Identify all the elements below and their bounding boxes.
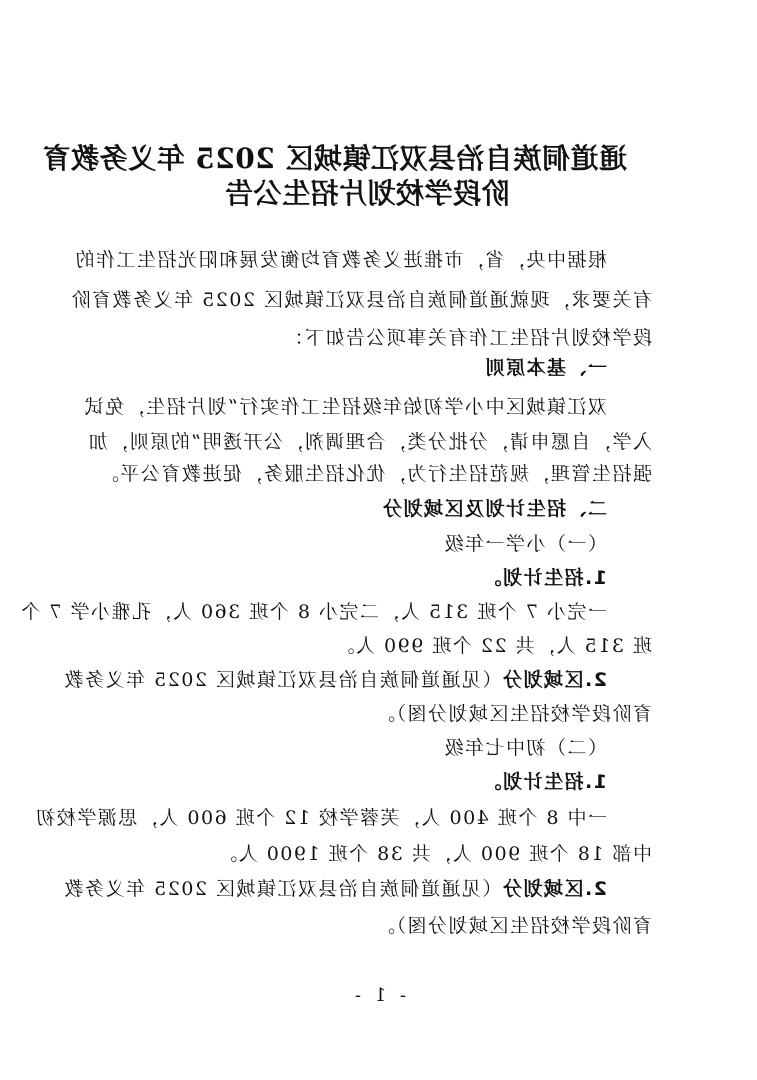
section-1-heading: 一、基本原则 bbox=[483, 357, 607, 379]
document-title-line-1: 通道侗族自治县双江镇城区 2025 年义务教育 bbox=[42, 142, 627, 175]
section-2-heading: 二、招生计划及区域划分 bbox=[381, 498, 607, 520]
middle-zone-line-1 bbox=[63, 877, 607, 901]
primary-zone-line-2: 育阶段学校招生区域划分图）。 bbox=[374, 703, 652, 725]
document-title-line-2: 阶段学校划片招生公告 bbox=[224, 177, 510, 210]
primary-zone-line-1 bbox=[63, 668, 607, 692]
intro-line-3: 段学校划片招生工作有关事项公告如下： bbox=[282, 327, 652, 349]
intro-line-2: 有关要求，现就通道侗族自治县双江镇城区 2025 年义务教育阶 bbox=[70, 289, 652, 311]
primary-heading: （一）小学一年级 bbox=[442, 533, 607, 555]
primary-plan-line-1: 一完小 7 个班 315 人，二完小 8 个班 360 人，孔雅小学 7 个 bbox=[19, 601, 607, 623]
middle-zone-heading: 2.区域划分 bbox=[501, 878, 607, 900]
primary-zone-text: （见通道侗族自治县双江镇城区 2025 年义务教 bbox=[63, 669, 502, 691]
section-1-line-3: 强招生管理，规范招生行为，优化招生服务，促进教育公平。 bbox=[98, 463, 652, 485]
intro-line-1: 根据中央，省，市推进义务教育均衡发展和阳光招生工作的 bbox=[73, 249, 607, 271]
middle-heading: （二）初中七年级 bbox=[442, 737, 607, 759]
middle-plan-heading: 1.招生计划。 bbox=[481, 771, 607, 793]
middle-plan-line-2: 中部 18 个班 900 人，共 38 个班 1900 人。 bbox=[216, 843, 652, 865]
primary-zone-heading: 2.区域划分 bbox=[501, 669, 607, 691]
section-1-line-1: 双江镇城区中小学初始年级招生工作实行“划片招生，免试 bbox=[83, 396, 607, 418]
section-1-line-2: 入学，自愿申请，分批分类，合理调剂，公开透明”的原则，加 bbox=[87, 431, 652, 453]
primary-plan-heading: 1.招生计划。 bbox=[481, 567, 607, 589]
middle-zone-line-2: 育阶段学校招生区域划分图）。 bbox=[374, 915, 652, 937]
middle-plan-line-1: 一中 8 个班 400 人，芙蓉学校 12 个班 600 人，思源学校初 bbox=[34, 807, 607, 829]
page-number: - 1 - bbox=[350, 985, 407, 1006]
middle-zone-text: （见通道侗族自治县双江镇城区 2025 年义务教 bbox=[63, 878, 502, 900]
primary-plan-line-2: 班 315 人，共 22 个班 990 人。 bbox=[334, 635, 652, 657]
